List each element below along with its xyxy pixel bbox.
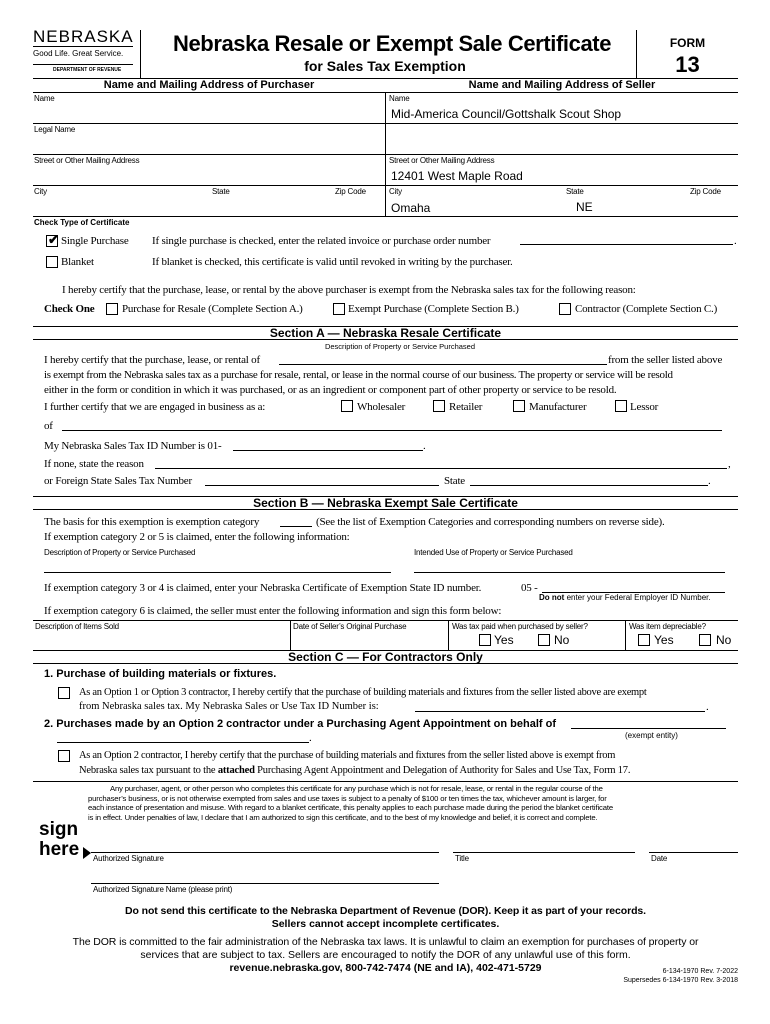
- check-one-label: Check One: [44, 303, 95, 315]
- exemption-id-field[interactable]: [542, 583, 725, 593]
- contact-info: revenue.nebraska.gov, 800-742-7474 (NE and IA), 402-471-5729: [229, 962, 542, 974]
- item1-text-b: from Nebraska sales tax. My Nebraska Sales or Use Tax ID Number is:: [79, 701, 379, 712]
- purchaser-street-field[interactable]: [34, 166, 382, 182]
- purchaser-legal-name-field[interactable]: [34, 134, 382, 152]
- section-b-title: Section B — Nebraska Exempt Sale Certificate: [33, 496, 738, 510]
- do-not-send-notice: Do not send this certificate to the Nebraska Department of Revenue (DOR). Keep it as part of your records.: [125, 905, 646, 917]
- exempt-entity-note: (exempt entity): [625, 731, 678, 740]
- arrow-right-icon: [83, 847, 91, 859]
- exempt-purchase-checkbox[interactable]: [333, 303, 345, 315]
- item2-text-b2: attached: [217, 765, 255, 776]
- resale-option-label: Purchase for Resale (Complete Section A.): [122, 303, 303, 315]
- checkmark-icon: ✔: [48, 232, 59, 247]
- purchaser-heading: Name and Mailing Address of Purchaser: [103, 79, 315, 91]
- manufacturer-label: Manufacturer: [529, 401, 587, 413]
- penalty-line-1: Any purchaser, agent, or other person who completes this certificate for any purchase which is not for resale, lease, or rental in the regular course of the: [110, 784, 603, 793]
- nebraska-logo: [33, 28, 133, 76]
- col-items-sold: Description of Items Sold: [35, 622, 119, 631]
- section-a-line3: either in the form or condition in which it was purchased, or as an ingredient or component part of other property or service to be resold.: [44, 384, 617, 396]
- category-3-4-prefix: 05 -: [521, 582, 538, 594]
- item1-title: 1. Purchase of building materials or fixtures.: [44, 668, 277, 680]
- contractor-checkbox[interactable]: [559, 303, 571, 315]
- item2-text-b1: Nebraska sales tax pursuant to the: [79, 765, 216, 776]
- purchaser-zip-label: Zip Code: [335, 187, 366, 196]
- incomplete-notice: Sellers cannot accept incomplete certificates.: [271, 918, 500, 930]
- purchaser-name-field[interactable]: [34, 104, 382, 122]
- basis-text-start: The basis for this exemption is exemption category: [44, 516, 260, 528]
- logo-tagline: Good Life. Great Service.: [33, 49, 124, 58]
- category-3-4-text: If exemption category 3 or 4 is claimed, enter your Nebraska Certificate of Exemption State ID number.: [44, 582, 482, 594]
- purchaser-name-label: Name: [34, 94, 55, 103]
- single-purchase-instruction: If single purchase is checked, enter the related invoice or purchase order number: [152, 235, 491, 247]
- fein-note: [539, 593, 711, 602]
- period: .: [706, 701, 709, 713]
- blanket-checkbox[interactable]: [46, 256, 58, 268]
- section-c-title: Section C — For Contractors Only: [33, 650, 738, 664]
- depreciable-yes-label: Yes: [654, 633, 674, 647]
- retailer-label: Retailer: [449, 401, 483, 413]
- revision-code: 6-134-1970 Rev. 7-2022: [662, 968, 738, 975]
- retailer-checkbox[interactable]: [433, 400, 445, 412]
- authorized-name-field[interactable]: [91, 865, 439, 883]
- penalty-line-2: purchaser’s business, or is not otherwise exempted from sales and use taxes is subject to a penalty of $100 or ten times the tax, whichever amount is larger, for: [88, 793, 607, 803]
- form-subtitle: for Sales Tax Exemption: [304, 58, 466, 74]
- penalty-line-4: is in effect. Under penalties of law, I declare that I am authorized to sign this certificate, and to the best of my knowledge and belief, it is correct and complete.: [88, 812, 598, 822]
- certificate-type-heading: Check Type of Certificate: [34, 218, 130, 227]
- date-label: Date: [651, 854, 668, 863]
- dor-statement-2: services that are subject to tax. Sellers are encouraged to notify the DOR of any unlawful use of this form.: [140, 949, 631, 961]
- foreign-state-label: State: [444, 475, 465, 487]
- property-description-field[interactable]: [279, 355, 607, 365]
- wholesaler-label: Wholesaler: [357, 401, 406, 413]
- item2-title: 2. Purchases made by an Option 2 contractor under a Purchasing Agent Appointment on behalf of: [44, 718, 556, 730]
- seller-state-field[interactable]: NE: [576, 200, 593, 214]
- category-2-5-text: If exemption category 2 or 5 is claimed, enter the following information:: [44, 531, 350, 543]
- no-id-reason-field[interactable]: [155, 459, 727, 469]
- resale-checkbox[interactable]: [106, 303, 118, 315]
- period: .: [423, 440, 426, 452]
- foreign-state-field[interactable]: [470, 476, 708, 486]
- section-a-line1-start: I hereby certify that the purchase, lease, or rental of: [44, 354, 260, 366]
- seller-state-label: State: [566, 187, 584, 196]
- purchaser-legal-name-label: Legal Name: [34, 125, 76, 134]
- col-depreciable: Was item depreciable?: [629, 622, 706, 631]
- business-type-text: I further certify that we are engaged in business as a:: [44, 401, 266, 413]
- tax-paid-no-label: No: [554, 633, 570, 647]
- contractor-option-label: Contractor (Complete Section C.): [575, 303, 718, 315]
- section-a-desc-label: Description of Property or Service Purchased: [324, 342, 476, 351]
- exempt-entity-field-line2[interactable]: [57, 733, 309, 743]
- seller-street-field[interactable]: 12401 West Maple Road: [391, 169, 523, 183]
- tax-paid-yes-checkbox[interactable]: [479, 634, 491, 646]
- sign-label: sign: [39, 819, 79, 840]
- tax-paid-no-checkbox[interactable]: [538, 634, 550, 646]
- blanket-instruction: If blanket is checked, this certificate is valid until revoked in writing by the purchaser.: [152, 256, 513, 268]
- purchaser-state-label: State: [212, 187, 230, 196]
- item2-text-b: [79, 765, 630, 776]
- intended-use-label: Intended Use of Property or Service Purchased: [414, 548, 573, 557]
- period: .: [309, 732, 312, 744]
- depreciable-no-label: No: [716, 633, 732, 647]
- form-number: 13: [675, 52, 700, 77]
- option-1-3-checkbox[interactable]: [58, 687, 70, 699]
- fein-note-bold: Do not: [539, 593, 565, 602]
- certify-statement: I hereby certify that the purchase, lease, or rental by the above purchaser is exempt from the Nebraska sales tax for the following reason:: [62, 284, 636, 296]
- logo-department: DEPARTMENT OF REVENUE: [53, 67, 122, 73]
- exempt-entity-field[interactable]: [571, 719, 726, 729]
- contractor-tax-id-field[interactable]: [415, 702, 705, 712]
- form-title: Nebraska Resale or Exempt Sale Certificate: [172, 31, 612, 56]
- item1-text-a: As an Option 1 or Option 3 contractor, I hereby certify that the purchase of building materials and fixtures from the seller listed above are exempt: [79, 687, 647, 698]
- if-none-text: If none, state the reason: [44, 458, 144, 470]
- item2-text-a: As an Option 2 contractor, I hereby certify that the purchase of building materials and fixtures from the seller listed above is exempt from: [79, 750, 616, 761]
- item2-text-b3: Purchasing Agent Appointment and Delegation of Authority for Sales and Use Tax, Form 17.: [257, 765, 631, 776]
- section-b-desc-label: Description of Property or Service Purchased: [44, 548, 196, 557]
- form-label: FORM: [669, 36, 706, 50]
- exemption-category-field[interactable]: [280, 517, 312, 527]
- date-field[interactable]: [649, 832, 738, 852]
- depreciable-yes-checkbox[interactable]: [638, 634, 650, 646]
- authorized-signature-field[interactable]: [91, 832, 439, 852]
- penalty-statement: [88, 784, 738, 822]
- penalty-line-3: each instance of presentation and misuse. With regard to a blanket certificate, this penalty applies to each purchase made during the period the blanket certificate: [88, 803, 613, 812]
- tax-id-text: My Nebraska Sales Tax ID Number is 01-: [44, 440, 222, 452]
- seller-city-label: City: [389, 187, 402, 196]
- col-original-purchase-date: Date of Seller’s Original Purchase: [293, 622, 407, 631]
- tax-id-field[interactable]: [233, 441, 423, 451]
- seller-heading: Name and Mailing Address of Seller: [468, 79, 656, 91]
- purchaser-street-label: Street or Other Mailing Address: [34, 156, 140, 165]
- seller-name-label: Name: [389, 94, 410, 103]
- single-purchase-checkbox[interactable]: [46, 232, 59, 247]
- depreciable-no-checkbox[interactable]: [699, 634, 711, 646]
- section-a-line1-end: from the seller listed above: [608, 354, 723, 366]
- purchaser-city-state-zip-field[interactable]: [34, 197, 382, 213]
- seller-name-field[interactable]: Mid-America Council/Gottshalk Scout Shop: [391, 107, 622, 121]
- seller-zip-label: Zip Code: [690, 187, 721, 196]
- lessor-checkbox[interactable]: [615, 400, 627, 412]
- exempt-option-label: Exempt Purchase (Complete Section B.): [348, 303, 519, 315]
- section-a-title: Section A — Nebraska Resale Certificate: [33, 326, 738, 340]
- foreign-tax-number-field[interactable]: [205, 476, 439, 486]
- single-purchase-label: Single Purchase: [61, 235, 129, 247]
- blanket-label: Blanket: [61, 256, 94, 268]
- of-label: of: [44, 420, 53, 432]
- section-a-line2: is exempt from the Nebraska sales tax as a purchase for resale, rental, or lease in the normal course of our business. The property or service will be resold: [44, 369, 673, 381]
- section-b-description-field[interactable]: [44, 563, 391, 573]
- title-field[interactable]: [453, 832, 635, 852]
- title-label: Title: [455, 854, 469, 863]
- intended-use-field[interactable]: [414, 563, 725, 573]
- here-label: here: [39, 839, 80, 860]
- comma: ,: [728, 458, 731, 470]
- invoice-number-field[interactable]: [520, 235, 733, 245]
- supersedes-code: Supersedes 6-134-1970 Rev. 3-2018: [623, 977, 738, 984]
- seller-street-label: Street or Other Mailing Address: [389, 156, 495, 165]
- foreign-tax-number-text: or Foreign State Sales Tax Number: [44, 475, 192, 487]
- basis-text-end: (See the list of Exemption Categories and corresponding numbers on reverse side).: [316, 516, 665, 528]
- category-6-text: If exemption category 6 is claimed, the seller must enter the following information and sign this form below:: [44, 605, 502, 617]
- logo-wordmark: NEBRASKA: [33, 27, 134, 46]
- manufacturer-checkbox[interactable]: [513, 400, 525, 412]
- fein-note-text: enter your Federal Employer ID Number.: [566, 593, 711, 602]
- option-2-checkbox[interactable]: [58, 750, 70, 762]
- business-of-field[interactable]: [62, 421, 722, 431]
- period: .: [734, 235, 737, 247]
- tax-paid-yes-label: Yes: [494, 633, 514, 647]
- purchaser-city-label: City: [34, 187, 47, 196]
- period: .: [708, 475, 711, 487]
- authorized-signature-label: Authorized Signature: [93, 854, 164, 863]
- dor-statement-1: The DOR is committed to the fair administration of the Nebraska tax laws. It is unlawful to claim an exemption for purchases of property or: [72, 936, 699, 948]
- wholesaler-checkbox[interactable]: [341, 400, 353, 412]
- col-tax-paid: Was tax paid when purchased by seller?: [452, 622, 588, 631]
- seller-city-field[interactable]: Omaha: [391, 201, 431, 215]
- authorized-name-label: Authorized Signature Name (please print): [93, 885, 233, 894]
- lessor-label: Lessor: [630, 401, 659, 413]
